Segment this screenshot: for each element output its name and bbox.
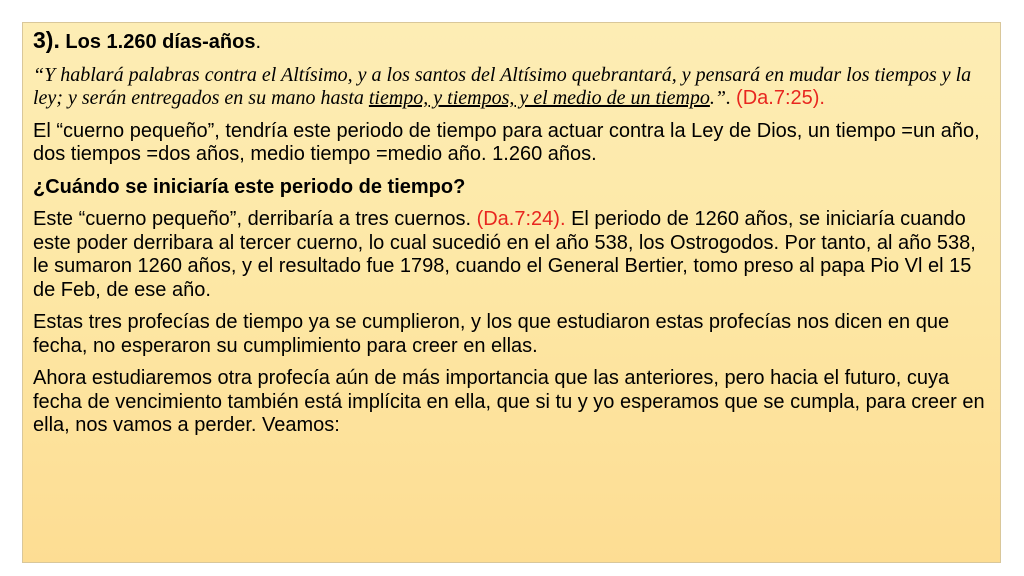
paragraph-1: El “cuerno pequeño”, tendría este periodo de tiempo para actuar contra la Ley de Dios, un tiempo =un año, dos tiempos =dos años, medio tiempo =medio año. 1.260 años.: [33, 119, 980, 165]
paragraph-4: Ahora estudiaremos otra profecía aún de más importancia que las anteriores, pero hacia el futuro, cuya fecha de vencimiento también está implícita en ella, que si tu y yo esperamos que se cumpla, para creer en ella, nos vamos a perder. Veamos:: [33, 367, 985, 436]
question-heading: ¿Cuándo se iniciaría este periodo de tiempo?: [33, 175, 466, 198]
quote-text: Y hablará palabras contra el Altísimo, y a los santos del Altísimo quebrantará, y pensará en mudar los tiempos y la ley; y serán entregados en su mano hasta: [33, 63, 972, 109]
paragraph-2-rest: El periodo de 1260 años, se iniciaría cuando este poder derribara al tercer cuerno, lo cual sucedió en el año 538, los Ostrogodos. Por tanto, al año 538, le sumaron 1260 años, y el resultado fue 1798, cuando el General Bertier, tomo preso al papa Pio Vl el 15 de Feb, de ese año.: [33, 208, 976, 301]
bible-quote: [33, 64, 990, 111]
slide-text-box: [22, 22, 1001, 563]
paragraph-2-start: Este “cuerno pequeño”, derribaría a tres cuernos.: [33, 208, 477, 230]
quote-underlined-text: tiempo, y tiempos, y el medio de un tiempo: [368, 87, 710, 109]
paragraph-3: Estas tres profecías de tiempo ya se cumplieron, y los que estudiaron estas profecías nos dicen en que fecha, no esperaron su cumplimiento para creer en ellas.: [33, 311, 950, 357]
heading-period: .: [255, 31, 262, 53]
heading-title: Los 1.260 días-años: [65, 31, 256, 53]
quote-close: .”.: [709, 87, 737, 109]
heading-number: 3).: [33, 27, 60, 53]
quote-reference: (Da.7:25).: [736, 87, 825, 109]
section-heading: [33, 29, 990, 55]
paragraph-2-reference: (Da.7:24).: [476, 208, 566, 230]
quote-open-mark: “: [33, 63, 45, 86]
paragraph-2: [33, 208, 990, 302]
